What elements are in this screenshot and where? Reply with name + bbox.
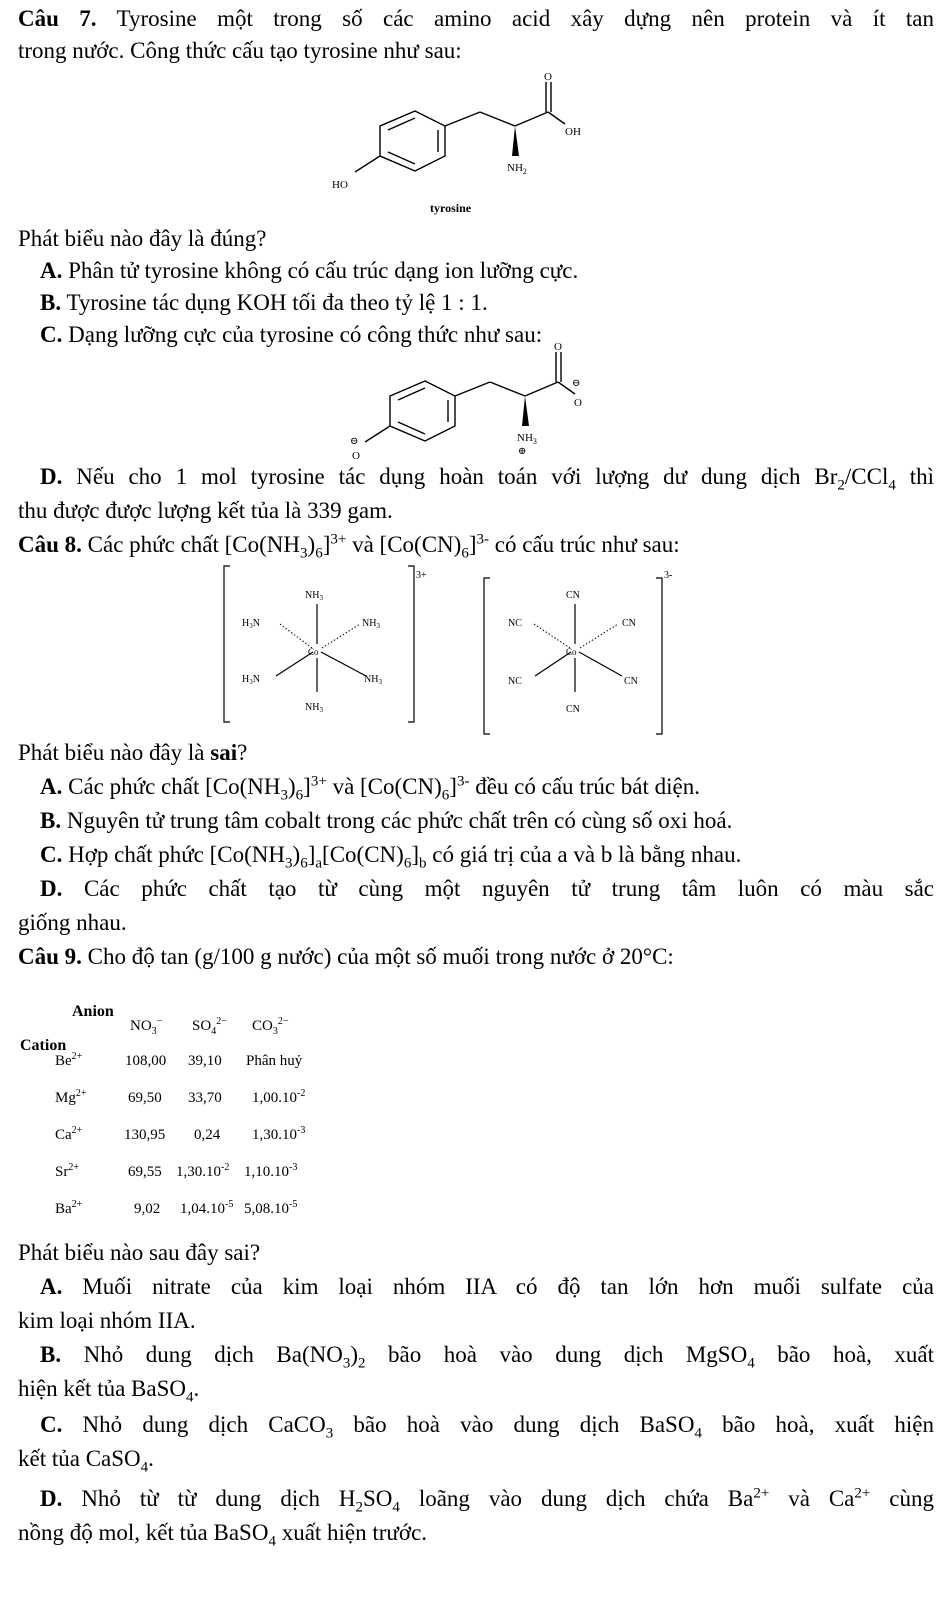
col-co3: $CO_3^{2-}$ <box>252 1016 289 1037</box>
tyrosine-structure <box>280 68 580 218</box>
complex1-lr: $NH_3$ <box>364 674 382 686</box>
complex2-lr: CN <box>624 676 638 687</box>
q8-option-c: C. Hợp chất phức $[Co(NH_3)_6]_a[Co(CN)_6]_b$ có giá trị của a và b là bằng nhau. <box>40 842 742 872</box>
q7-option-d-line2: thu được được lượng kết tủa là 339 gam. <box>18 498 393 523</box>
table-cell: 39,10 <box>188 1053 222 1069</box>
complex2-ur: CN <box>622 618 636 629</box>
table-cell: 69,50 <box>128 1090 162 1106</box>
table-cell: $1,10.10^{-3}$ <box>244 1162 298 1180</box>
complex1-center: Co <box>308 647 319 657</box>
fig1-caption: tyrosine <box>430 201 472 215</box>
complex1-charge: 3+ <box>416 570 427 581</box>
q7-stem-line1 <box>18 4 934 34</box>
complex1-top: $NH_3$ <box>305 590 323 602</box>
q7-option-d-line1: D. Nếu cho 1 mol tyrosine tác dụng hoàn toán với lượng dư dung dịch $Br_2/CCl_4$ thì <box>40 464 935 494</box>
table-cell: 130,95 <box>124 1127 166 1143</box>
table-cell: $1,00.10^{-2}$ <box>252 1088 306 1106</box>
q7-option-c: C. Dạng lưỡng cực của tyrosine có công thức như sau: <box>40 322 543 347</box>
q7-label: Câu 7. <box>18 6 97 31</box>
fig2-o: O <box>554 341 562 353</box>
fig1-ho: HO <box>332 179 348 191</box>
complex2-top: CN <box>566 590 580 601</box>
table-cell: $1,30.10^{-2}$ <box>176 1162 230 1180</box>
table-cation-be: $Be^{2+}$ <box>55 1051 83 1069</box>
q9-option-d-line1: D. Nhỏ từ từ dung dịch $H_2SO_4$ loãng vào dung dịch chứa $Ba^{2+}$ và $Ca^{2+}$ cùng <box>40 1485 935 1516</box>
complex2-bottom: CN <box>566 704 580 715</box>
q8-option-d-line2: giống nhau. <box>18 910 127 935</box>
fig1-nh2: $NH_2$ <box>507 162 527 176</box>
q9-prompt: Phát biểu nào sau đây sai? <box>18 1240 261 1265</box>
q7-stem-text1: Tyrosine một trong số các amino acid xây dựng nên protein và ít tan <box>116 6 934 31</box>
q7-option-a: A. Phân tử tyrosine không có cấu trúc dạng ion lưỡng cực. <box>40 258 579 283</box>
table-cell: 33,70 <box>188 1090 222 1106</box>
q9-stem: Câu 9. Cho độ tan (g/100 g nước) của một số muối trong nước ở 20°C: <box>18 944 674 969</box>
table-cation-ba: $Ba^{2+}$ <box>55 1199 83 1217</box>
table-cell: $1,04.10^{-5}$ <box>180 1199 234 1217</box>
q8-option-d-line1: D. Các phức chất tạo từ cùng một nguyên tử trung tâm luôn có màu sắc <box>40 876 935 901</box>
table-cell: 0,24 <box>194 1127 221 1143</box>
q7-option-b: B. Tyrosine tác dụng KOH tối đa theo tỷ lệ 1 : 1. <box>40 290 488 315</box>
complex-co-nh3 <box>220 562 427 730</box>
table-cell: 9,02 <box>134 1201 161 1217</box>
table-anion-header: Anion <box>72 1003 114 1020</box>
fig2-minus-left: ⊖ <box>350 436 359 447</box>
q9-option-b-line1: B. Nhỏ dung dịch $Ba(NO_3)_2$ bão hoà vào dung dịch MgSO$_4$ bão hoà, xuất <box>40 1342 935 1372</box>
fig1-oh: OH <box>565 126 581 138</box>
table-cation-ca: $Ca^{2+}$ <box>55 1125 83 1143</box>
fig2-minus-top: ⊖ <box>572 378 581 389</box>
q7-stem-line2: trong nước. Công thức cấu tạo tyrosine như sau: <box>18 38 462 63</box>
complex-co-cn <box>480 562 680 730</box>
complex1-ul: $H_3N$ <box>242 618 260 630</box>
table-cation-mg: $Mg^{2+}$ <box>55 1088 87 1106</box>
q9-option-b-line2: hiện kết tủa BaSO$_4$. <box>18 1376 200 1406</box>
q8-option-b: B. Nguyên tử trung tâm cobalt trong các phức chất trên có cùng số oxi hoá. <box>40 808 733 833</box>
table-cell: Phân huỷ <box>246 1053 303 1069</box>
q9-option-c-line2: kết tủa CaSO$_4$. <box>18 1446 154 1476</box>
fig2-o-minus: O <box>574 397 582 409</box>
table-cell: 108,00 <box>125 1053 167 1069</box>
complex2-center: Co <box>566 647 577 657</box>
q7-prompt: Phát biểu nào đây là đúng? <box>18 226 267 251</box>
table-cation-sr: $Sr^{2+}$ <box>55 1162 79 1180</box>
complex1-ur: $NH_3$ <box>362 618 380 630</box>
table-cell: $1,30.10^{-3}$ <box>252 1125 306 1143</box>
col-so4: $SO_4^{2-}$ <box>192 1016 227 1037</box>
q9-option-d-line2: nồng độ mol, kết tủa BaSO$_4$ xuất hiện trước. <box>18 1520 428 1550</box>
fig1-o: O <box>544 71 552 83</box>
zwitterion-structure <box>330 338 590 468</box>
col-no3: $NO_3^-$ <box>130 1016 163 1037</box>
q8-stem: Câu 8. Các phức chất $[Co(NH_3)_6]^{3+}$ và $[Co(CN)_6]^{3-}$ có cấu trúc như sau: <box>18 531 680 562</box>
q9-option-a-line1: A. Muối nitrate của kim loại nhóm IIA có độ tan lớn hơn muối sulfate của <box>40 1274 934 1299</box>
table-cell: 69,55 <box>128 1164 162 1180</box>
table-cation-header: Cation <box>20 1037 67 1054</box>
complex2-ul: NC <box>508 618 522 629</box>
fig2-plus: ⊕ <box>518 446 527 457</box>
complex2-ll: NC <box>508 676 522 687</box>
fig2-nh3: $NH_3$ <box>517 432 537 446</box>
complex2-charge: 3- <box>664 570 673 581</box>
q8-prompt: Phát biểu nào đây là sai? <box>18 740 248 765</box>
q8-option-a: A. Các phức chất $[Co(NH_3)_6]^{3+}$ và $[Co(CN)_6]^{3-}$ đều có cấu trúc bát diện. <box>40 773 701 804</box>
q9-option-c-line1: C. Nhỏ dung dịch CaCO$_3$ bão hoà vào dung dịch BaSO$_4$ bão hoà, xuất hiện <box>40 1412 934 1442</box>
table-cell: $5,08.10^{-5}$ <box>244 1199 298 1217</box>
fig2-o-left: O <box>352 450 360 462</box>
complex1-bottom: $NH_3$ <box>305 702 323 714</box>
q9-option-a-line2: kim loại nhóm IIA. <box>18 1308 196 1333</box>
complex1-ll: $H_3N$ <box>242 674 260 686</box>
